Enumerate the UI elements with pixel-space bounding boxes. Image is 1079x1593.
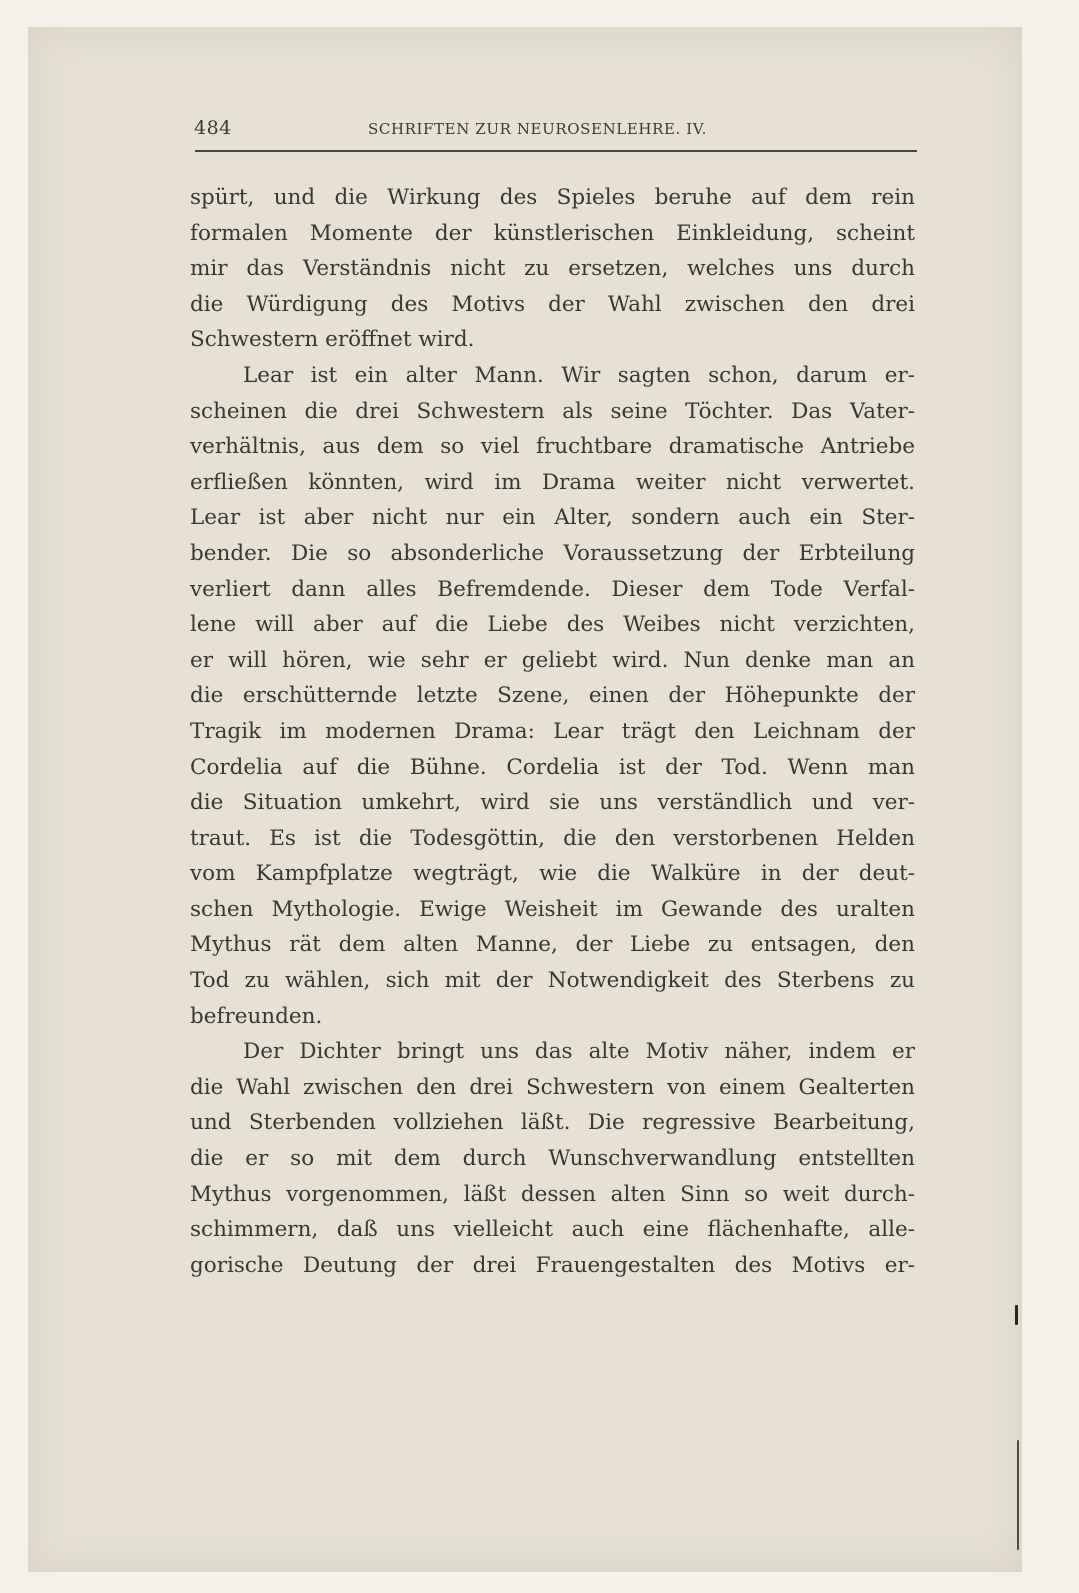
text-line: die Situation umkehrt, wird sie uns verständlich und ver- xyxy=(190,790,915,816)
text-line: schen Mythologie. Ewige Weisheit im Gewande des uralten xyxy=(190,896,915,922)
text-line: befreunden. xyxy=(190,1003,323,1029)
text-line: die er so mit dem durch Wunschverwandlung entstellten xyxy=(190,1146,915,1172)
body-text xyxy=(190,180,915,1283)
running-head xyxy=(170,117,916,149)
text-line: die Wahl zwischen den drei Schwestern von einem Gealterten xyxy=(190,1074,915,1100)
text-line: Cordelia auf die Bühne. Cordelia ist der Tod. Wenn man xyxy=(190,754,915,780)
text-line: Der Dichter bringt uns das alte Motiv näher, indem er xyxy=(243,1039,915,1065)
text-line: Lear ist aber nicht nur ein Alter, sondern auch ein Ster- xyxy=(190,505,915,531)
page-number: 484 xyxy=(194,117,232,139)
text-line: Schwestern eröffnet wird. xyxy=(190,327,475,353)
margin-mark xyxy=(1015,1305,1018,1325)
text-line: scheinen die drei Schwestern als seine Töchter. Das Vater- xyxy=(190,398,915,424)
text-line: lene will aber auf die Liebe des Weibes nicht verzichten, xyxy=(190,612,915,638)
text-line: verliert dann alles Befremdende. Dieser dem Tode Verfal- xyxy=(190,576,915,602)
text-line: bender. Die so absonderliche Voraussetzung der Erbteilung xyxy=(190,540,915,566)
running-title: SCHRIFTEN ZUR NEUROSENLEHRE. IV. xyxy=(368,120,707,138)
text-line: vom Kampfplatze wegträgt, wie die Walküre in der deut- xyxy=(190,861,915,887)
text-line: verhältnis, aus dem so viel fruchtbare dramatische Antriebe xyxy=(190,434,915,460)
text-line: erfließen könnten, wird im Drama weiter nicht verwertet. xyxy=(190,469,915,495)
text-line: die erschütternde letzte Szene, einen der Höhepunkte der xyxy=(190,683,915,709)
header-rule xyxy=(195,150,917,152)
text-line: und Sterbenden vollziehen läßt. Die regressive Bearbeitung, xyxy=(190,1110,915,1136)
text-line: spürt, und die Wirkung des Spieles beruhe auf dem rein xyxy=(190,185,915,210)
text-line: traut. Es ist die Todesgöttin, die den verstorbenen Helden xyxy=(190,825,915,851)
text-line: gorische Deutung der drei Frauengestalten des Motivs er- xyxy=(190,1252,915,1278)
text-line: Tragik im modernen Drama: Lear trägt den Leichnam der xyxy=(190,718,915,744)
text-line: Mythus rät dem alten Manne, der Liebe zu entsagen, den xyxy=(190,932,915,958)
text-line: schimmern, daß uns vielleicht auch eine flächenhafte, alle- xyxy=(190,1217,915,1243)
text-line: er will hören, wie sehr er geliebt wird. Nun denke man an xyxy=(190,647,915,673)
text-line: Mythus vorgenommen, läßt dessen alten Sinn so weit durch- xyxy=(190,1181,915,1207)
text-line: formalen Momente der künstlerischen Einkleidung, scheint xyxy=(190,220,915,246)
text-line: mir das Verständnis nicht zu ersetzen, welches uns durch xyxy=(190,256,915,282)
text-line: Tod zu wählen, sich mit der Notwendigkeit des Sterbens zu xyxy=(190,968,915,994)
text-line: Lear ist ein alter Mann. Wir sagten schon, darum er- xyxy=(243,362,915,388)
margin-mark xyxy=(1017,1440,1019,1550)
text-line: die Würdigung des Motivs der Wahl zwischen den drei xyxy=(190,291,915,317)
